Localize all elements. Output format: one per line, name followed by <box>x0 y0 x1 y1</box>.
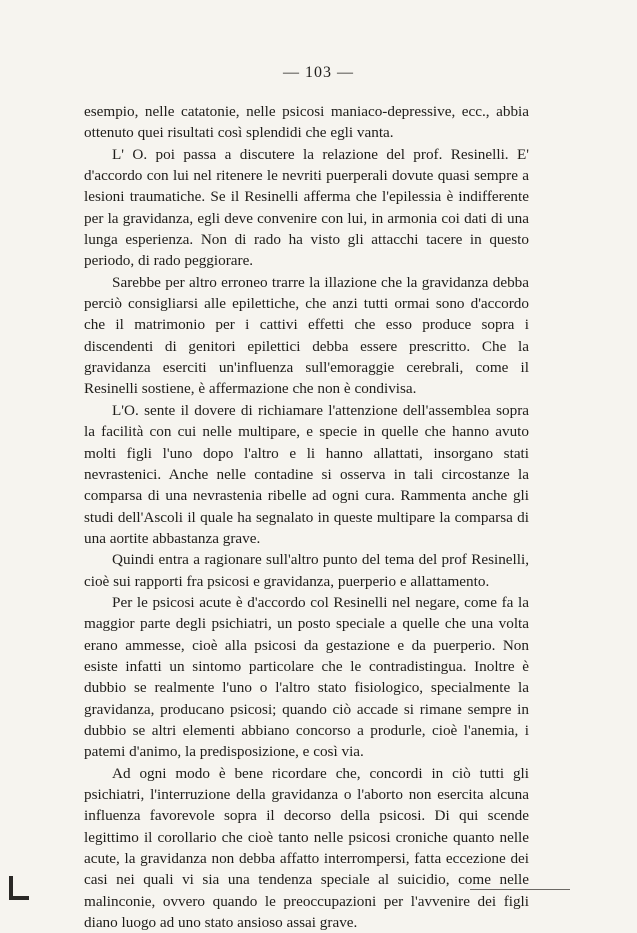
paragraph: Per le psicosi acute è d'accordo col Resinelli nel negare, come fa la maggior parte degli psichiatri, un posto speciale a quelle che una volta erano ammesse, cioè alla psicosi da gestazione e da puerperio. Non esiste infatti un sintomo particolare che le contradistingua. Inoltre è dubbio se realmente l'uno o l'altro stato fisiologico, specialmente la gravidanza, producano psicosi; quando ciò accade si rimane sempre in dubbio se altri elementi abbiano concorso a produrle, cioè l'anemia, i patemi d'animo, la predisposizione, e così via. <box>84 593 529 761</box>
scan-edge-line <box>470 889 570 890</box>
paragraph: L'O. sente il dovere di richiamare l'attenzione dell'assemblea sopra la facilità con cui nelle multipare, e specie in quelle che hanno avuto molti figli l'uno dopo l'altro e li hanno allattati, insorgano stati nevrastenici. Anche nelle contadine si osserva in tali circostanze la comparsa di una nevrastenia ribelle ad ogni cura. Rammenta anche gli studi dell'Ascoli il quale ha segnalato in queste multipare la comparsa di una aortite abbastanza grave. <box>84 401 529 547</box>
page-number: — 103 — <box>283 64 354 81</box>
paragraph: esempio, nelle catatonie, nelle psicosi maniaco-depressive, ecc., abbia ottenuto quei risultati così splendidi che egli vanta. <box>84 103 529 142</box>
paragraph: Ad ogni modo è bene ricordare che, concordi in ciò tutti gli psichiatri, l'interruzione della gravidanza o l'aborto non esercita alcuna influenza favorevole sopra il decorso della psicosi. Di qui scende legittimo il corollario che cioè tanto nelle psicosi croniche quanto nelle acute, la gravidanza non debba affatto interrompersi, fatta eccezione dei casi nei quali vi sia una tendenza speciale al suicidio, come nelle malinconie, ovvero quando le preoccupazioni per l'avvenire dei figli diano luogo ad uno stato ansioso assai grave. <box>84 764 529 932</box>
scan-corner-mark <box>9 876 13 900</box>
paragraph: L' O. poi passa a discutere la relazione del prof. Resinelli. E' d'accordo con lui nel ritenere le nevriti puerperali dovute quasi sempre a lesioni traumatiche. Se il Resinelli afferma che l'epilessia è indifferente per la gravidanza, egli deve convenire con lui, in armonia coi dati di una lunga esperienza. Non di rado ha visto gli attacchi tacere in questo periodo, di rado peggiorare. <box>84 145 529 270</box>
paragraph: Quindi entra a ragionare sull'altro punto del tema del prof Resinelli, cioè sui rapporti fra psicosi e gravidanza, puerperio e allattamento. <box>84 551 529 590</box>
paragraph: Sarebbe per altro erroneo trarre la illazione che la gravidanza debba perciò consigliarsi alle epilettiche, che anzi tutti ormai sono d'accordo che il matrimonio per i cattivi effetti che esso produce sopra i discendenti di genitori epilettici debba essere prescritto. Che la gravidanza eserciti un'influenza sull'emoraggie cerebrali, come il Resinelli sostiene, è affermazione che non è condivisa. <box>84 273 529 398</box>
body-text <box>84 101 529 933</box>
